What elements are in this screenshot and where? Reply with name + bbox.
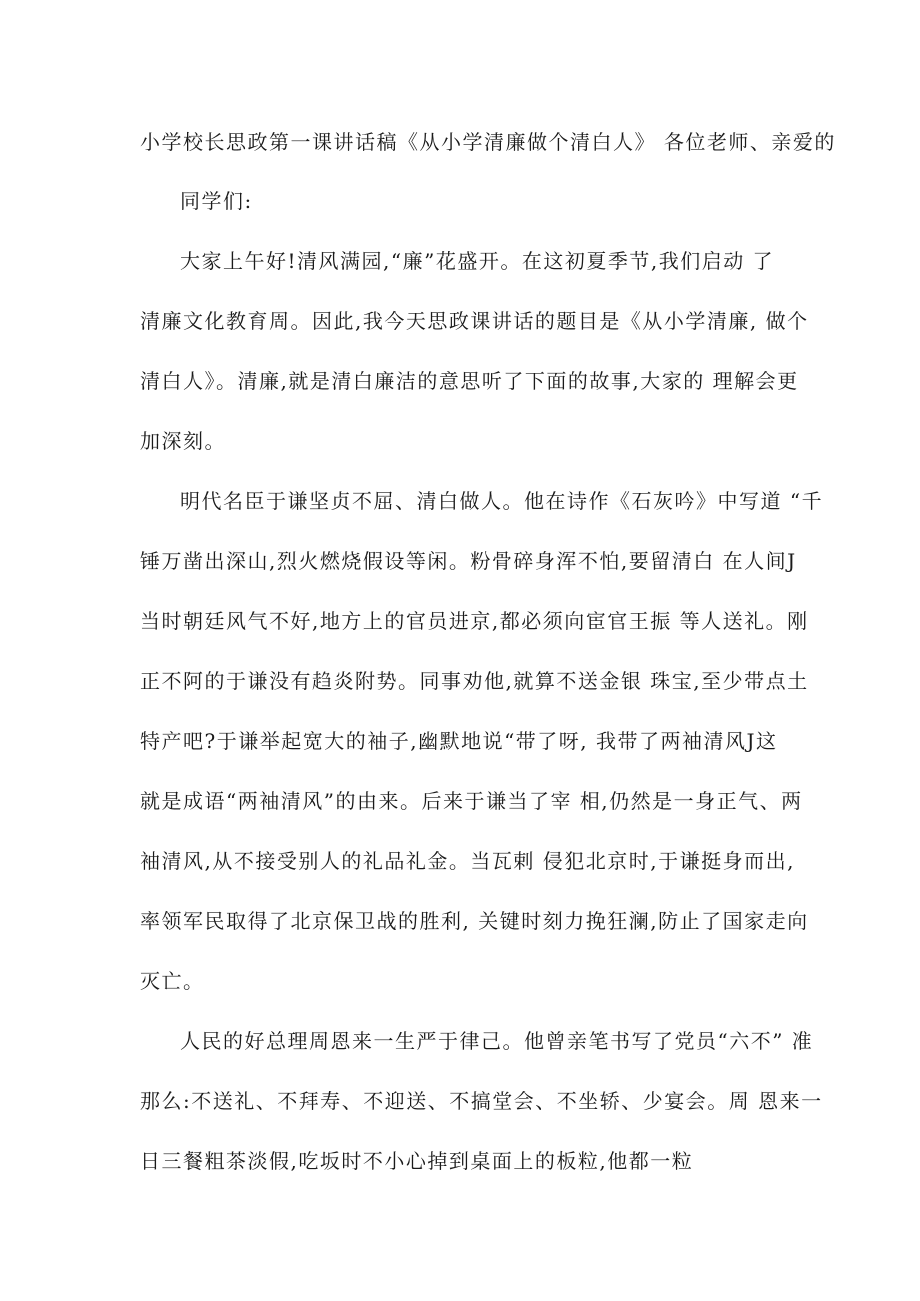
paragraph1-line: 大家上午好!清风满园,“廉”花盛开。在这初夏季节,我们启动 了 bbox=[180, 249, 775, 273]
title-line: 小学校长思政第一课讲话稿《从小学清廉做个清白人》 各位老师、亲爱的 bbox=[140, 130, 836, 154]
paragraph1-line: 清白人》。清廉,就是清白廉洁的意思听了下面的故事,大家的 理解会更 bbox=[140, 369, 799, 393]
greeting: 同学们: bbox=[180, 189, 253, 213]
paragraph2-line: 就是成语“两袖清风”的由来。后来于谦当了宰 相,仍然是一身正气、两 bbox=[140, 789, 803, 813]
paragraph2-line: 明代名臣于谦坚贞不屈、清白做人。他在诗作《石灰吟》中写道 “千 bbox=[180, 489, 824, 513]
paragraph1-line: 加深刻。 bbox=[140, 429, 226, 453]
paragraph2-line: 灭亡。 bbox=[140, 969, 205, 993]
paragraph3-line: 日三餐粗茶淡假,吃坂时不小心掉到桌面上的板粒,他都一粒 bbox=[140, 1149, 694, 1173]
paragraph2-line: 当时朝廷风气不好,地方上的官员进京,都必须向宦官王振 等人送礼。刚 bbox=[140, 609, 809, 633]
paragraph2-line: 锤万凿出深山,烈火燃烧假设等闲。粉骨碎身浑不怕,要留清白 在人间J bbox=[140, 549, 797, 573]
paragraph2-line: 特产吧?于谦举起宽大的袖子,幽默地说“带了呀, 我带了两袖清风J这 bbox=[140, 729, 778, 753]
paragraph2-line: 率领军民取得了北京保卫战的胜利, 关键时刻力挽狂澜,防止了国家走向 bbox=[140, 909, 809, 933]
paragraph1-line: 清廉文化教育周。因此,我今天思政课讲话的题目是《从小学清廉, 做个 bbox=[140, 309, 809, 333]
paragraph2-line: 袖清风,从不接受别人的礼品礼金。当瓦剌 侵犯北京时,于谦挺身而出, bbox=[140, 849, 795, 873]
paragraph2-line: 正不阿的于谦没有趋炎附势。同事劝他,就算不送金银 珠宝,至少带点土 bbox=[140, 669, 809, 693]
paragraph3-line: 那么:不送礼、不拜寿、不迎送、不搞堂会、不坐轿、少宴会。周 恩来一 bbox=[140, 1089, 823, 1113]
paragraph3-line: 人民的好总理周恩来一生严于律己。他曾亲笔书写了党员“六不” 准 bbox=[180, 1029, 814, 1053]
